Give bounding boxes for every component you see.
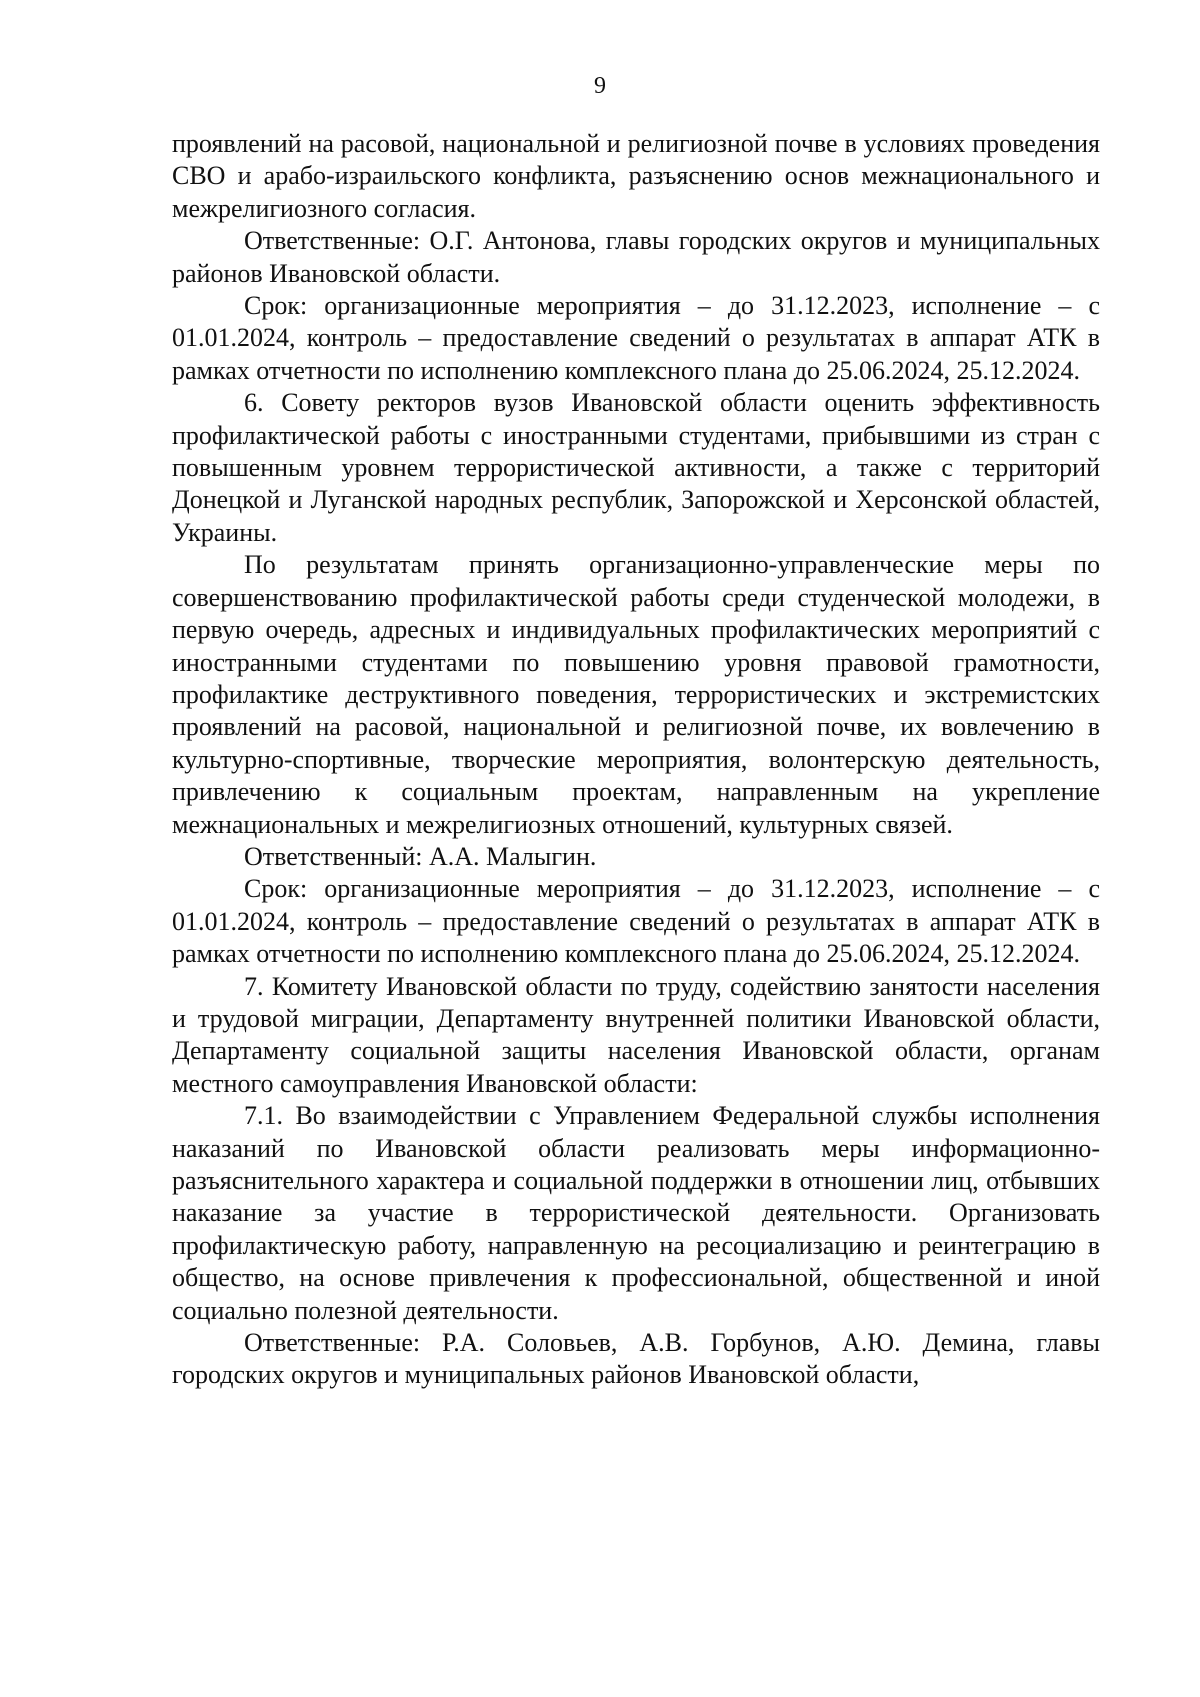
paragraph-responsible: Ответственные: О.Г. Антонова, главы городских округов и муниципальных районов Ивановской области. (172, 226, 1100, 288)
paragraph-item-6-results: По результатам принять организационно-управленческие меры по совершенствованию профилактической работы среди студенческой молодежи, в первую очередь, адресных и индивидуальных профилактических мероприятий с иностранными студентами по повышению уровня правовой грамотности, профилактике деструктивного поведения, террористических и экстремистских проявлений на расовой, национальной и религиозной почве, их вовлечению в культурно-спортивные, творческие мероприятия, волонтерскую деятельность, привлечению к социальным проектам, направленным на укрепление межнациональных и межрелигиозных отношений, культурных связей. (172, 550, 1100, 839)
paragraph-item-6: 6. Совету ректоров вузов Ивановской области оценить эффективность профилактической работы с иностранными студентами, прибывшими из стран с повышенным уровнем террористической активности, а также с территорий Донецкой и Луганской народных республик, Запорожской и Херсонской областей, Украины. (172, 388, 1100, 547)
page-number: 9 (594, 73, 606, 99)
paragraph-deadline: Срок: организационные мероприятия – до 31.12.2023, исполнение – с 01.01.2024, контроль – предоставление сведений о результатах в аппарат АТК в рамках отчетности по исполнению комплексного плана до 25.06.2024, 25.12.2024. (172, 874, 1100, 969)
paragraph-continuation: проявлений на расовой, национальной и религиозной почве в условиях проведения СВО и арабо-израильского конфликта, разъяснению основ межнационального и межрелигиозного согласия. (172, 129, 1100, 223)
paragraph-responsible: Ответственный: А.А. Малыгин. (244, 841, 597, 871)
paragraph-deadline: Срок: организационные мероприятия – до 31.12.2023, исполнение – с 01.01.2024, контроль – предоставление сведений о результатах в аппарат АТК в рамках отчетности по исполнению комплексного плана до 25.06.2024, 25.12.2024. (172, 291, 1100, 385)
paragraph-item-7-1: 7.1. Во взаимодействии с Управлением Федеральной службы исполнения наказаний по Ивановской области реализовать меры информационно-разъяснительного характера и социальной поддержки в отношении лиц, отбывших наказание за участие в террористической деятельности. Организовать профилактическую работу, направленную на ресоциализацию и реинтеграцию в общество, на основе привлечения к профессиональной, общественной и иной социально полезной деятельности. (172, 1101, 1100, 1325)
paragraph-responsible: Ответственные: Р.А. Соловьев, А.В. Горбунов, А.Ю. Демина, главы городских округов и муниципальных районов Ивановской области, (172, 1328, 1100, 1390)
paragraph-item-7: 7. Комитету Ивановской области по труду, содействию занятости населения и трудовой миграции, Департаменту внутренней политики Ивановской области, Департаменту социальной защиты населения Ивановской области, органам местного самоуправления Ивановской области: (172, 971, 1100, 1098)
document-body (172, 128, 1100, 1392)
